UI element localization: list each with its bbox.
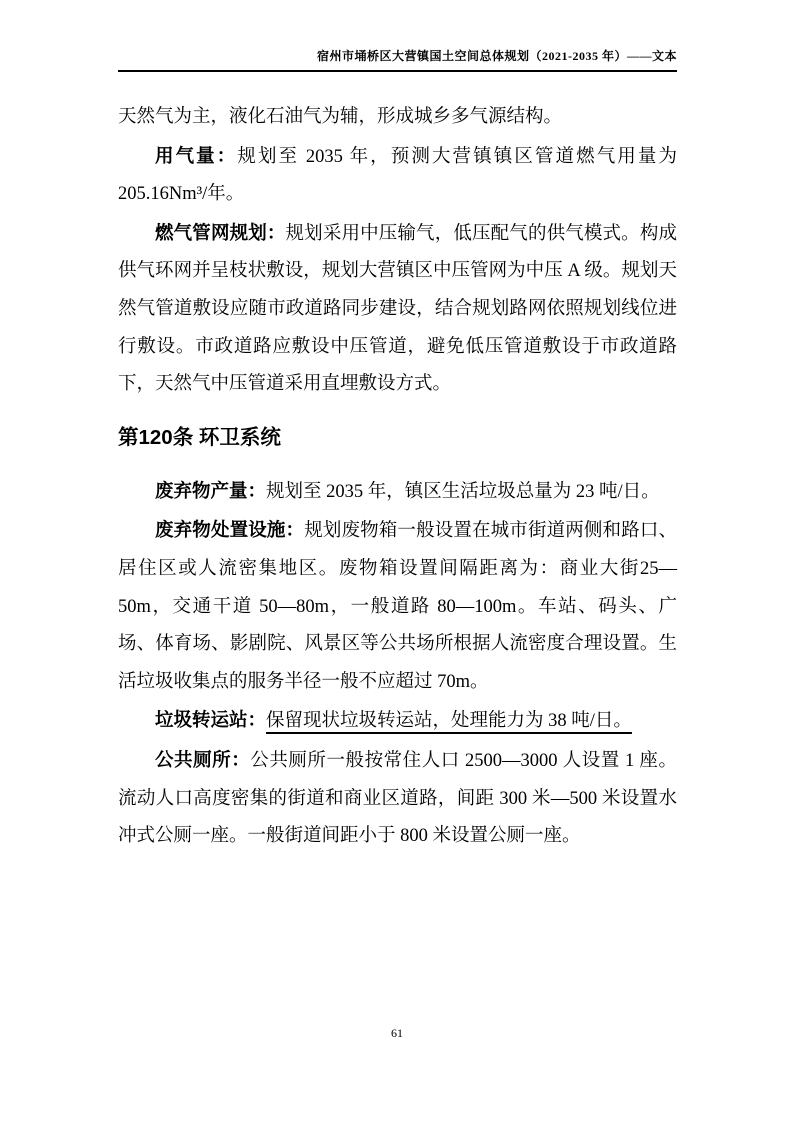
- section-heading: 第120条 环卫系统: [118, 425, 281, 449]
- paragraph-label: 公共厕所：: [155, 748, 251, 770]
- document-content: [118, 99, 677, 856]
- paragraph-text: 天然气为主，液化石油气为辅，形成城乡多气源结构。: [118, 107, 563, 127]
- paragraph: [118, 472, 677, 512]
- paragraph: [118, 511, 677, 701]
- paragraph-text: 保留现状垃圾转运站，处理能力为 38 吨/日。: [266, 711, 632, 732]
- paragraph-text: 公共厕所一般按常住人口 2500—3000 人设置 1 座。流动人口高度密集的街道和商业区道路，间距 300 米—500 米设置水冲式公厕一座。一般街道间距小于 800 米设置公厕一座。: [118, 750, 677, 847]
- header-title: 宿州市埇桥区大营镇国土空间总体规划（2021-2035 年）——文本: [118, 48, 677, 72]
- paragraph: [118, 99, 677, 137]
- paragraph-label: 燃气管网规划：: [155, 221, 286, 243]
- paragraph-label: 废弃物产量：: [155, 479, 267, 501]
- paragraph-text: 规划至 2035 年，预测大营镇镇区管道燃气用量为205.16Nm³/年。: [118, 146, 677, 205]
- paragraph: [118, 741, 677, 856]
- paragraph-text: 规划采用中压输气，低压配气的供气模式。构成供气环网并呈枝状敷设，规划大营镇区中压管网为中压 A 级。规划天然气管道敷设应随市政道路同步建设，结合规划路网依照规划线位进行敷设。市政道路应敷设中压管道，避免低压管道敷设于市政道路下，天然气中压管道采用直埋敷设方式。: [118, 223, 677, 395]
- page-footer: [0, 1024, 794, 1042]
- paragraph-label: 垃圾转运站：: [155, 709, 267, 731]
- page-number: 61: [391, 1026, 403, 1040]
- paragraph-text: 规划废物箱一般设置在城市街道两侧和路口、居住区或人流密集地区。废物箱设置间隔距离为：商业大街25—50m，交通干道 50—80m，一般道路 80—100m。车站、码头、广场、体育场、影剧院、风景区等公共场所根据人流密度合理设置。生活垃圾收集点的服务半径一般不应超过 70m。: [118, 521, 677, 692]
- paragraph: [118, 137, 677, 214]
- paragraph: [118, 701, 677, 741]
- paragraph-label: 废弃物处置设施：: [155, 519, 305, 541]
- paragraph-label: 用气量：: [155, 144, 238, 166]
- paragraph-text: 规划至 2035 年，镇区生活垃圾总量为 23 吨/日。: [266, 481, 660, 502]
- paragraph: [118, 214, 677, 404]
- page-header: [118, 48, 677, 72]
